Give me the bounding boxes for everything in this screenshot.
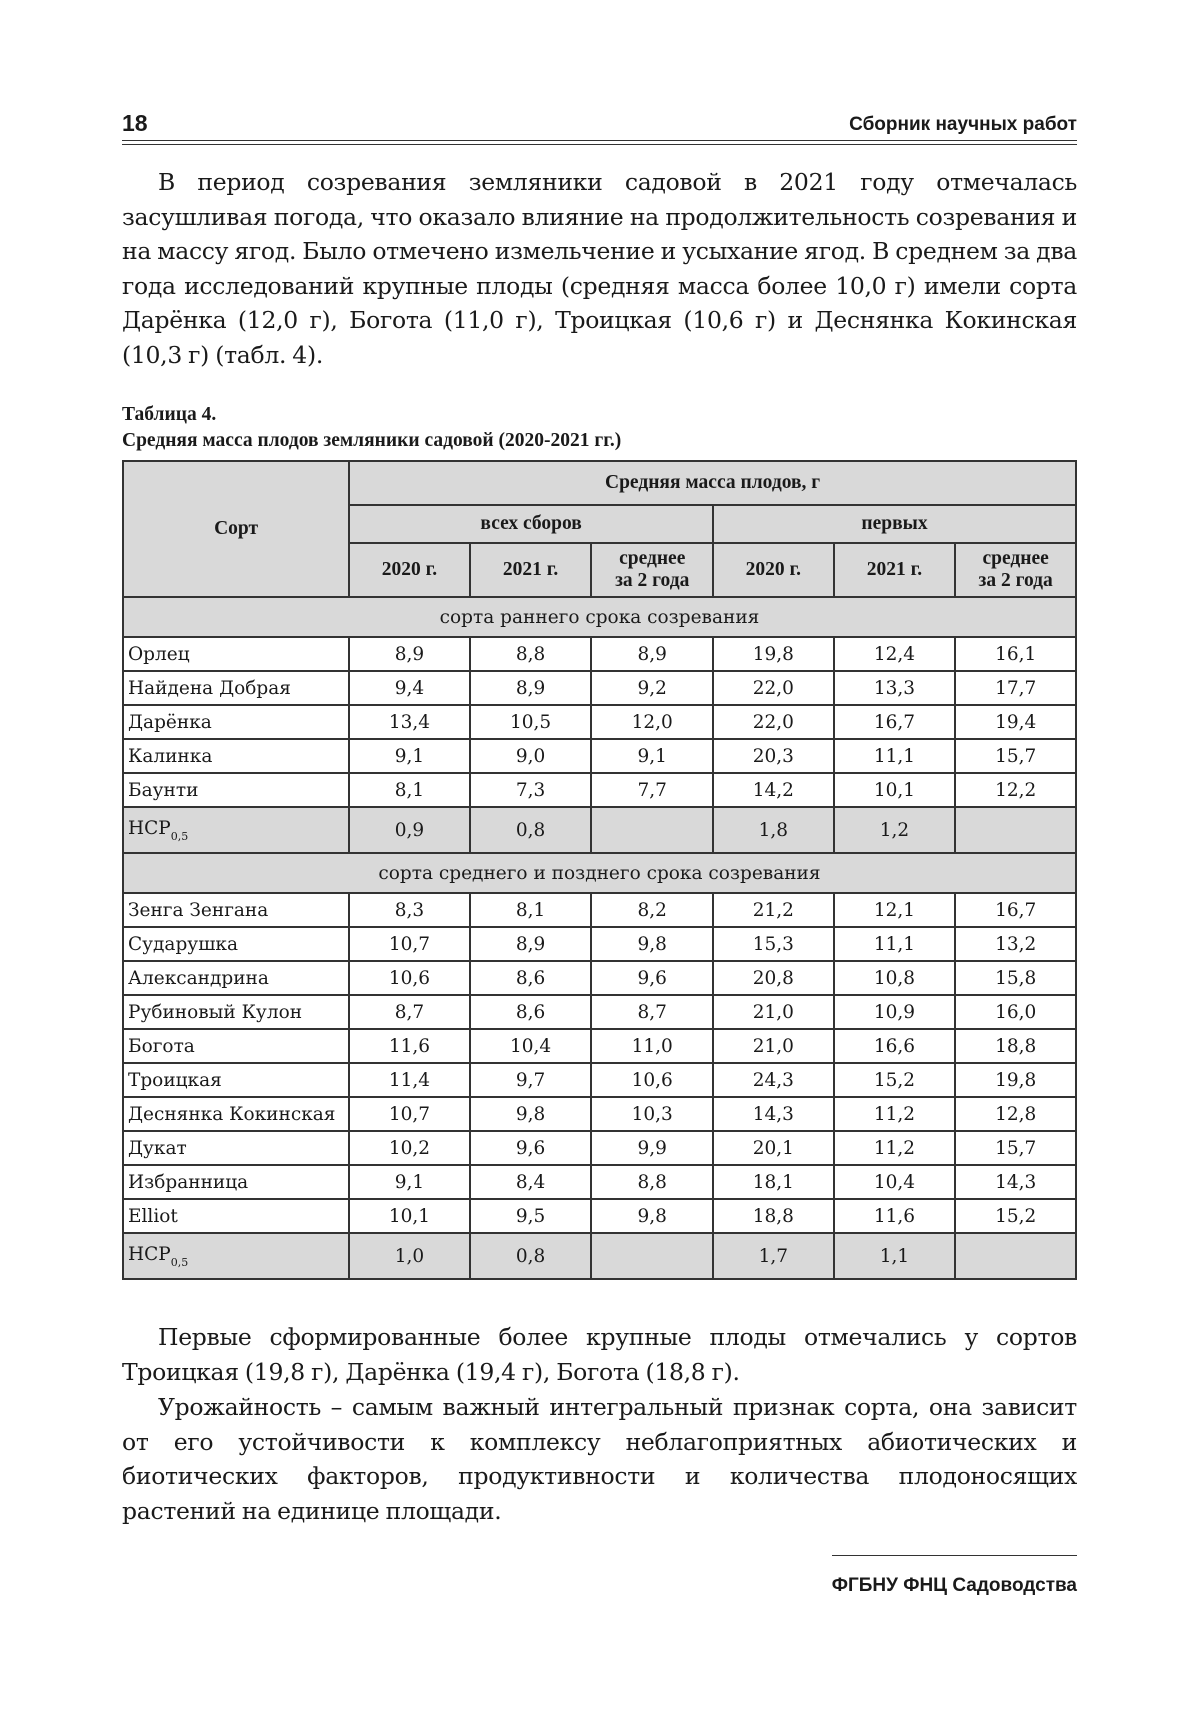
- lsd-value: [591, 1233, 713, 1279]
- value-cell: 8,9: [591, 637, 713, 671]
- value-cell: 8,3: [349, 893, 470, 927]
- paragraph: Первые сформированные более крупные плоды отмечались у сортов Троицкая (19,8 г), Дарёнка (19,4 г), Богота (18,8 г).: [122, 1323, 1077, 1386]
- section-row: [123, 597, 1076, 637]
- table-row: [123, 739, 1076, 773]
- avg-line1: среднее: [982, 548, 1049, 569]
- variety-name: Сударушка: [123, 927, 349, 961]
- value-cell: 10,7: [349, 1097, 470, 1131]
- table-row: [123, 637, 1076, 671]
- variety-name: Александрина: [123, 961, 349, 995]
- value-cell: 12,4: [834, 637, 956, 671]
- value-cell: 16,7: [834, 705, 956, 739]
- variety-name: Калинка: [123, 739, 349, 773]
- value-cell: 19,8: [713, 637, 834, 671]
- value-cell: 16,0: [955, 995, 1076, 1029]
- value-cell: 10,9: [834, 995, 956, 1029]
- value-cell: 19,4: [955, 705, 1076, 739]
- value-cell: 11,4: [349, 1063, 470, 1097]
- value-cell: 14,2: [713, 773, 834, 807]
- value-cell: 14,3: [713, 1097, 834, 1131]
- variety-name: Зенга Зенгана: [123, 893, 349, 927]
- lsd-value: 0,8: [470, 1233, 592, 1279]
- section-row: [123, 853, 1076, 893]
- col-all-2021-header: 2021 г.: [470, 543, 592, 597]
- value-cell: 8,9: [349, 637, 470, 671]
- value-cell: 8,9: [470, 671, 592, 705]
- table-row: [123, 1165, 1076, 1199]
- value-cell: 10,4: [834, 1165, 956, 1199]
- lsd-value: 1,2: [834, 807, 956, 853]
- variety-name: Богота: [123, 1029, 349, 1063]
- value-cell: 16,6: [834, 1029, 956, 1063]
- value-cell: 8,2: [591, 893, 713, 927]
- variety-name: Деснянка Кокинская: [123, 1097, 349, 1131]
- table-title: Средняя масса плодов земляники садовой (2020-2021 гг.): [122, 430, 622, 451]
- value-cell: 10,6: [591, 1063, 713, 1097]
- table-row: [123, 1063, 1076, 1097]
- value-cell: 11,1: [834, 927, 956, 961]
- variety-name: Орлец: [123, 637, 349, 671]
- lsd-value: 0,9: [349, 807, 470, 853]
- lsd-row: [123, 1233, 1076, 1279]
- value-cell: 8,1: [470, 893, 592, 927]
- value-cell: 10,5: [470, 705, 592, 739]
- value-cell: 12,1: [834, 893, 956, 927]
- value-cell: 8,7: [591, 995, 713, 1029]
- footer-organization: ФГБНУ ФНЦ Садоводства: [831, 1575, 1077, 1596]
- col-first-avg-header: [955, 543, 1076, 597]
- value-cell: 18,8: [713, 1199, 834, 1233]
- paragraph: Урожайность – самым важный интегральный признак сорта, она зависит от его устойчивости к комплексу неблагоприятных абиотических и биотических факторов, продуктивности и количества плодоносящих растений на единице площади.: [122, 1393, 1077, 1525]
- table-body: [123, 597, 1076, 1279]
- value-cell: 17,7: [955, 671, 1076, 705]
- variety-name: Дарёнка: [123, 705, 349, 739]
- table-header: [123, 461, 1076, 597]
- value-cell: 10,7: [349, 927, 470, 961]
- value-cell: 8,6: [470, 961, 592, 995]
- lsd-value: [955, 1233, 1076, 1279]
- paragraph: В период созревания земляники садовой в 2021 году отмечалась засушливая погода, что оказало влияние на продолжительность созревания и на массу ягод. Было отмечено измельчение и усыхание ягод. В среднем за два года исследований крупные плоды (средняя масса более 10,0 г) имели сорта Дарёнка (12,0 г), Богота (11,0 г), Троицкая (10,6 г) и Деснянка Кокинская (10,3 г) (табл. 4).: [122, 168, 1077, 369]
- section-label: сорта раннего срока созревания: [123, 597, 1076, 637]
- value-cell: 7,7: [591, 773, 713, 807]
- table-row: [123, 927, 1076, 961]
- value-cell: 9,1: [349, 1165, 470, 1199]
- value-cell: 22,0: [713, 671, 834, 705]
- value-cell: 11,6: [349, 1029, 470, 1063]
- value-cell: 9,1: [349, 739, 470, 773]
- value-cell: 24,3: [713, 1063, 834, 1097]
- value-cell: 11,2: [834, 1097, 956, 1131]
- value-cell: 10,2: [349, 1131, 470, 1165]
- value-cell: 16,1: [955, 637, 1076, 671]
- value-cell: 9,2: [591, 671, 713, 705]
- value-cell: 9,5: [470, 1199, 592, 1233]
- value-cell: 10,1: [834, 773, 956, 807]
- fruit-mass-table: [122, 460, 1077, 1280]
- value-cell: 10,3: [591, 1097, 713, 1131]
- value-cell: 12,2: [955, 773, 1076, 807]
- variety-name: Рубиновый Кулон: [123, 995, 349, 1029]
- value-cell: 15,2: [834, 1063, 956, 1097]
- value-cell: 15,8: [955, 961, 1076, 995]
- variety-name: Elliot: [123, 1199, 349, 1233]
- col-first-2021-header: 2021 г.: [834, 543, 956, 597]
- value-cell: 9,6: [470, 1131, 592, 1165]
- value-cell: 11,1: [834, 739, 956, 773]
- lsd-value: 1,1: [834, 1233, 956, 1279]
- value-cell: 9,8: [591, 927, 713, 961]
- lsd-text: НСР: [128, 817, 171, 839]
- lsd-value: 1,0: [349, 1233, 470, 1279]
- value-cell: 8,4: [470, 1165, 592, 1199]
- value-cell: 10,1: [349, 1199, 470, 1233]
- col-all-avg-header: [591, 543, 713, 597]
- value-cell: 9,7: [470, 1063, 592, 1097]
- lsd-subscript: 0,5: [170, 1255, 189, 1269]
- value-cell: 13,3: [834, 671, 956, 705]
- lsd-value: 1,8: [713, 807, 834, 853]
- lsd-row: [123, 807, 1076, 853]
- header-rule: [122, 140, 1077, 141]
- avg-line1: среднее: [619, 548, 686, 569]
- lsd-subscript: 0,5: [170, 829, 189, 843]
- page-footer: [122, 1555, 1077, 1615]
- value-cell: 22,0: [713, 705, 834, 739]
- journal-title: Сборник научных работ: [849, 114, 1077, 135]
- variety-name: Избранница: [123, 1165, 349, 1199]
- value-cell: 12,8: [955, 1097, 1076, 1131]
- variety-name: Дукат: [123, 1131, 349, 1165]
- value-cell: 15,7: [955, 1131, 1076, 1165]
- table-row: [123, 705, 1076, 739]
- value-cell: 10,8: [834, 961, 956, 995]
- value-cell: 15,3: [713, 927, 834, 961]
- value-cell: 11,6: [834, 1199, 956, 1233]
- table-row: [123, 773, 1076, 807]
- value-cell: 21,2: [713, 893, 834, 927]
- value-cell: 18,8: [955, 1029, 1076, 1063]
- lsd-text: НСР: [128, 1243, 171, 1265]
- value-cell: 8,7: [349, 995, 470, 1029]
- lsd-label: [123, 807, 349, 853]
- table-row: [123, 1131, 1076, 1165]
- value-cell: 14,3: [955, 1165, 1076, 1199]
- lsd-label: [123, 1233, 349, 1279]
- table-row: [123, 1097, 1076, 1131]
- value-cell: 21,0: [713, 1029, 834, 1063]
- lsd-value: 1,7: [713, 1233, 834, 1279]
- value-cell: 8,6: [470, 995, 592, 1029]
- table-row: [123, 1029, 1076, 1063]
- value-cell: 21,0: [713, 995, 834, 1029]
- page-header: [122, 110, 1077, 140]
- value-cell: 13,2: [955, 927, 1076, 961]
- section-label: сорта среднего и позднего срока созревания: [123, 853, 1076, 893]
- value-cell: 15,7: [955, 739, 1076, 773]
- value-cell: 9,6: [591, 961, 713, 995]
- table-row: [123, 995, 1076, 1029]
- value-cell: 18,1: [713, 1165, 834, 1199]
- value-cell: 20,3: [713, 739, 834, 773]
- lsd-value: [591, 807, 713, 853]
- value-cell: 15,2: [955, 1199, 1076, 1233]
- value-cell: 16,7: [955, 893, 1076, 927]
- table-row: [123, 893, 1076, 927]
- col-first-harvests-header: первых: [713, 505, 1076, 543]
- value-cell: 10,6: [349, 961, 470, 995]
- value-cell: 11,2: [834, 1131, 956, 1165]
- lsd-value: [955, 807, 1076, 853]
- value-cell: 10,4: [470, 1029, 592, 1063]
- value-cell: 9,4: [349, 671, 470, 705]
- value-cell: 13,4: [349, 705, 470, 739]
- value-cell: 8,1: [349, 773, 470, 807]
- value-cell: 9,8: [591, 1199, 713, 1233]
- table-row: [123, 671, 1076, 705]
- header-rule: [122, 144, 1077, 145]
- value-cell: 19,8: [955, 1063, 1076, 1097]
- variety-name: Троицкая: [123, 1063, 349, 1097]
- value-cell: 20,8: [713, 961, 834, 995]
- value-cell: 9,1: [591, 739, 713, 773]
- lsd-value: 0,8: [470, 807, 592, 853]
- table-row: [123, 961, 1076, 995]
- value-cell: 8,8: [591, 1165, 713, 1199]
- value-cell: 11,0: [591, 1029, 713, 1063]
- col-first-2020-header: 2020 г.: [713, 543, 834, 597]
- col-variety-header: Сорт: [123, 461, 349, 597]
- value-cell: 7,3: [470, 773, 592, 807]
- table-number: Таблица 4.: [122, 404, 217, 425]
- value-cell: 12,0: [591, 705, 713, 739]
- page-number: 18: [122, 110, 148, 136]
- value-cell: 8,8: [470, 637, 592, 671]
- value-cell: 9,0: [470, 739, 592, 773]
- avg-line2: за 2 года: [978, 570, 1053, 591]
- value-cell: 9,9: [591, 1131, 713, 1165]
- footer-rule: [832, 1555, 1077, 1556]
- variety-name: Найдена Добрая: [123, 671, 349, 705]
- col-group-header: Средняя масса плодов, г: [349, 461, 1076, 505]
- value-cell: 9,8: [470, 1097, 592, 1131]
- variety-name: Баунти: [123, 773, 349, 807]
- avg-line2: за 2 года: [615, 570, 690, 591]
- value-cell: 8,9: [470, 927, 592, 961]
- table-row: [123, 1199, 1076, 1233]
- col-all-harvests-header: всех сборов: [349, 505, 713, 543]
- value-cell: 20,1: [713, 1131, 834, 1165]
- col-all-2020-header: 2020 г.: [349, 543, 470, 597]
